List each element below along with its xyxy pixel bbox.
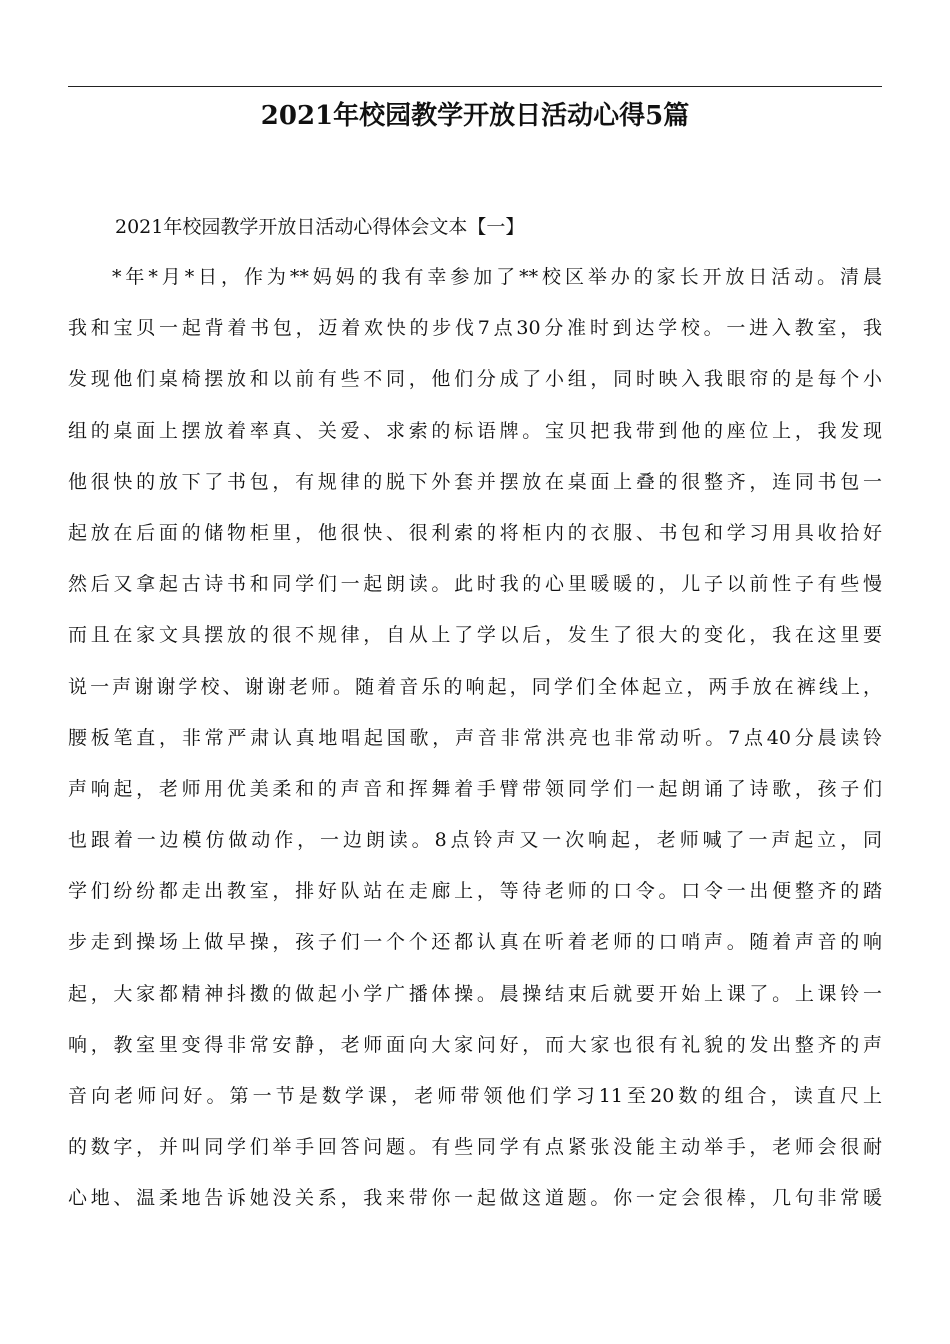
header-rule xyxy=(68,86,882,87)
document-title: 2021年校园教学开放日活动心得5篇 xyxy=(260,101,690,131)
body-text-line: 起放在后面的储物柜里，他很快、很利索的将柜内的衣服、书包和学习用具收拾好 xyxy=(68,521,882,544)
body-text-line: 心地、温柔地告诉她没关系，我来带你一起做这道题。你一定会很棒，几句非常暖 xyxy=(68,1187,882,1210)
body-text-line: 腰板笔直，非常严肃认真地唱起国歌，声音非常洪亮也非常动听。7点40分晨读铃 xyxy=(68,726,882,749)
body-text-line: 他很快的放下了书包，有规律的脱下外套并摆放在桌面上叠的很整齐，连同书包一 xyxy=(68,470,882,493)
body-text-line: 发现他们桌椅摆放和以前有些不同，他们分成了小组，同时映入我眼帘的是每个小 xyxy=(68,368,882,391)
body-text-line: 也跟着一边模仿做动作，一边朗读。8点铃声又一次响起，老师喊了一声起立，同 xyxy=(68,829,882,852)
body-text-line: *年*月*日，作为**妈妈的我有幸参加了**校区举办的家长开放日活动。清晨 xyxy=(112,266,882,288)
body-text-line: 组的桌面上摆放着率真、关爱、求索的标语牌。宝贝把我带到他的座位上，我发现 xyxy=(68,419,882,442)
section-heading: 2021年校园教学开放日活动心得体会文本【一】 xyxy=(115,216,525,238)
body-text-line: 步走到操场上做早操，孩子们一个个还都认真在听着老师的口哨声。随着声音的响 xyxy=(68,931,882,954)
body-text-line: 的数字，并叫同学们举手回答问题。有些同学有点紧张没能主动举手，老师会很耐 xyxy=(68,1136,882,1159)
body-text-line: 说一声谢谢学校、谢谢老师。随着音乐的响起，同学们全体起立，两手放在裤线上， xyxy=(68,675,882,698)
body-text-line: 我和宝贝一起背着书包，迈着欢快的步伐7点30分准时到达学校。一进入教室，我 xyxy=(68,317,882,340)
body-paragraph xyxy=(68,262,882,1235)
body-text-line: 然后又拿起古诗书和同学们一起朗读。此时我的心里暖暖的，儿子以前性子有些慢 xyxy=(68,573,882,596)
body-text-line: 起，大家都精神抖擞的做起小学广播体操。晨操结束后就要开始上课了。上课铃一 xyxy=(68,982,882,1005)
body-text-line: 响，教室里变得非常安静，老师面向大家问好，而大家也很有礼貌的发出整齐的声 xyxy=(68,1033,882,1056)
body-text-line: 而且在家文具摆放的很不规律，自从上了学以后，发生了很大的变化，我在这里要 xyxy=(68,624,882,647)
body-text-line: 声响起，老师用优美柔和的声音和挥舞着手臂带领同学们一起朗诵了诗歌，孩子们 xyxy=(68,777,882,800)
body-text-line: 学们纷纷都走出教室，排好队站在走廊上，等待老师的口令。口令一出便整齐的踏 xyxy=(68,880,882,903)
body-text-line: 音向老师问好。第一节是数学课，老师带领他们学习11至20数的组合，读直尺上 xyxy=(68,1085,882,1107)
